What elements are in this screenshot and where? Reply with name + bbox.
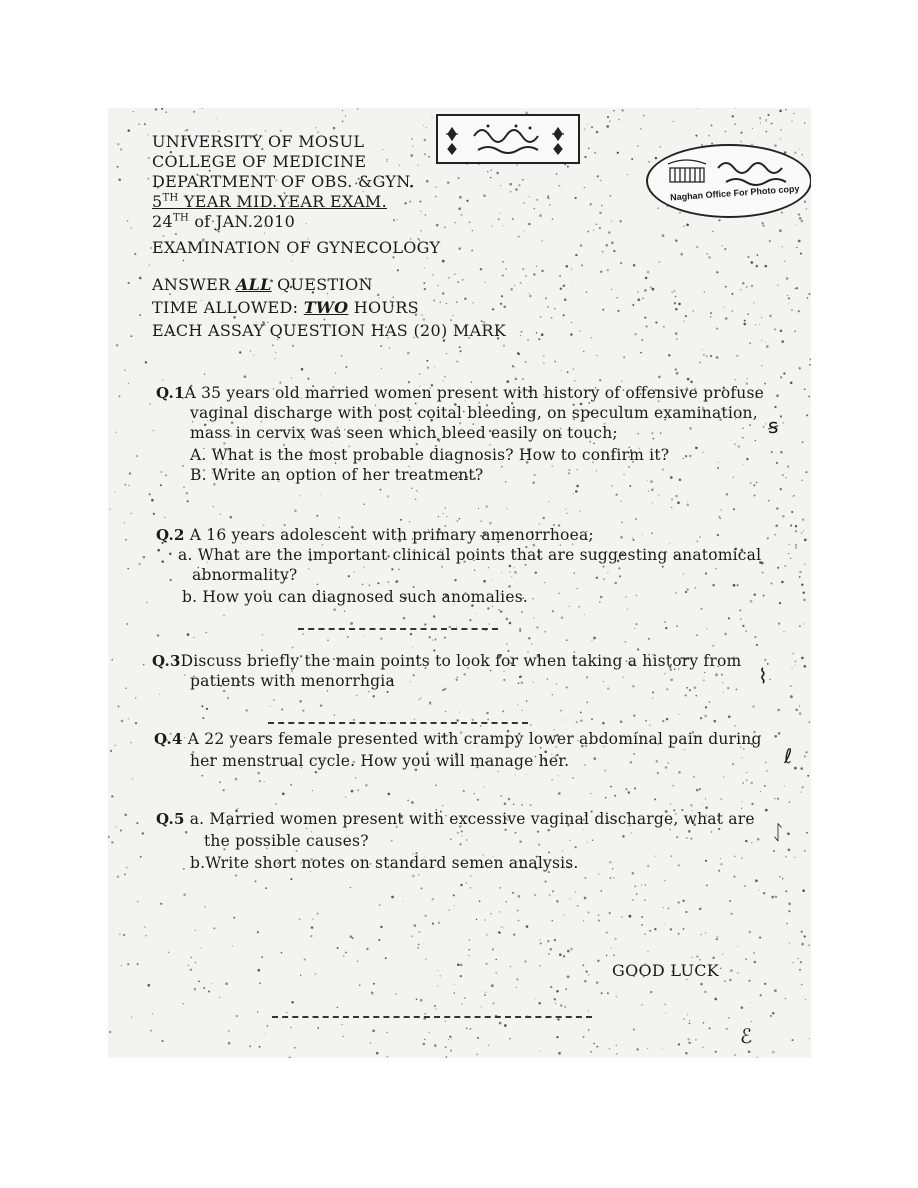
question-2-part-b: b. How you can diagnosed such anomalies. xyxy=(182,588,528,606)
time-allowed: TIME ALLOWED: TWO HOURS xyxy=(152,298,419,317)
exam-year: 5TH YEAR MID.YEAR EXAM. xyxy=(152,192,387,211)
question-2-line: abnormality? xyxy=(192,566,298,584)
good-luck: GOOD LUCK xyxy=(612,961,720,980)
arabic-stamp-top xyxy=(436,114,580,164)
question-3: Q.3Discuss briefly the main points to look for when taking a history from xyxy=(152,652,742,670)
question-5-line: the possible causes? xyxy=(204,832,369,850)
question-1-part-a: A. What is the most probable diagnosis? How to confirm it? xyxy=(190,446,670,464)
university-name: UNIVERSITY OF MOSUL xyxy=(152,132,365,151)
copy-artifact-line xyxy=(268,722,528,724)
handwritten-mark-q1: ꞩ xyxy=(768,414,779,438)
handwritten-mark-q4: ℓ xyxy=(784,744,793,768)
question-1: Q.1A 35 years old married women present with history of offensive profuse xyxy=(156,384,764,402)
copy-artifact-line xyxy=(272,1016,592,1018)
piano-keys-icon xyxy=(668,160,706,182)
department-name: DEPARTMENT OF OBS. &GYN. xyxy=(152,172,415,191)
copy-artifact-line xyxy=(298,628,498,630)
exam-date: 24TH of JAN.2010 xyxy=(152,212,296,231)
college-name: COLLEGE OF MEDICINE xyxy=(152,152,367,171)
exam-paper xyxy=(108,108,811,1058)
question-1-line: mass in cervix was seen which bleed easily on touch; xyxy=(190,424,618,442)
question-3-line: patients with menorrhgia xyxy=(190,672,395,690)
handwritten-mark-q3: ⌇ xyxy=(758,664,768,688)
stamp-caption: Naghan Office For Photo copy xyxy=(669,183,800,203)
marks-instruction: EACH ASSAY QUESTION HAS (20) MARK xyxy=(152,321,507,340)
question-5: Q.5 a. Married women present with excessive vaginal discharge, what are xyxy=(156,810,755,828)
question-5-part-b: b.Write short notes on standard semen analysis. xyxy=(190,854,579,872)
exam-title: EXAMINATION OF GYNECOLOGY xyxy=(152,238,441,257)
question-2-part-a: a. What are the important clinical points that are suggesting anatomical xyxy=(178,546,762,564)
question-2: Q.2 A 16 years adolescent with primary amenorrhoea; xyxy=(156,526,594,544)
question-1-line: vaginal discharge with post coital bleeding, on speculum examination, xyxy=(190,404,758,422)
question-4-line: her menstrual cycle. How you will manage her. xyxy=(190,752,570,770)
handwritten-mark-q5: ᛇ xyxy=(772,820,784,844)
question-1-part-b: B. Write an option of her treatment? xyxy=(190,466,484,484)
library-photocopy-stamp xyxy=(646,144,811,218)
answer-instruction: ANSWER ALL QUESTION xyxy=(152,275,373,294)
question-4: Q.4 A 22 years female presented with crampy lower abdominal pain during xyxy=(154,730,762,748)
handwritten-signature: ℰ xyxy=(740,1024,753,1048)
